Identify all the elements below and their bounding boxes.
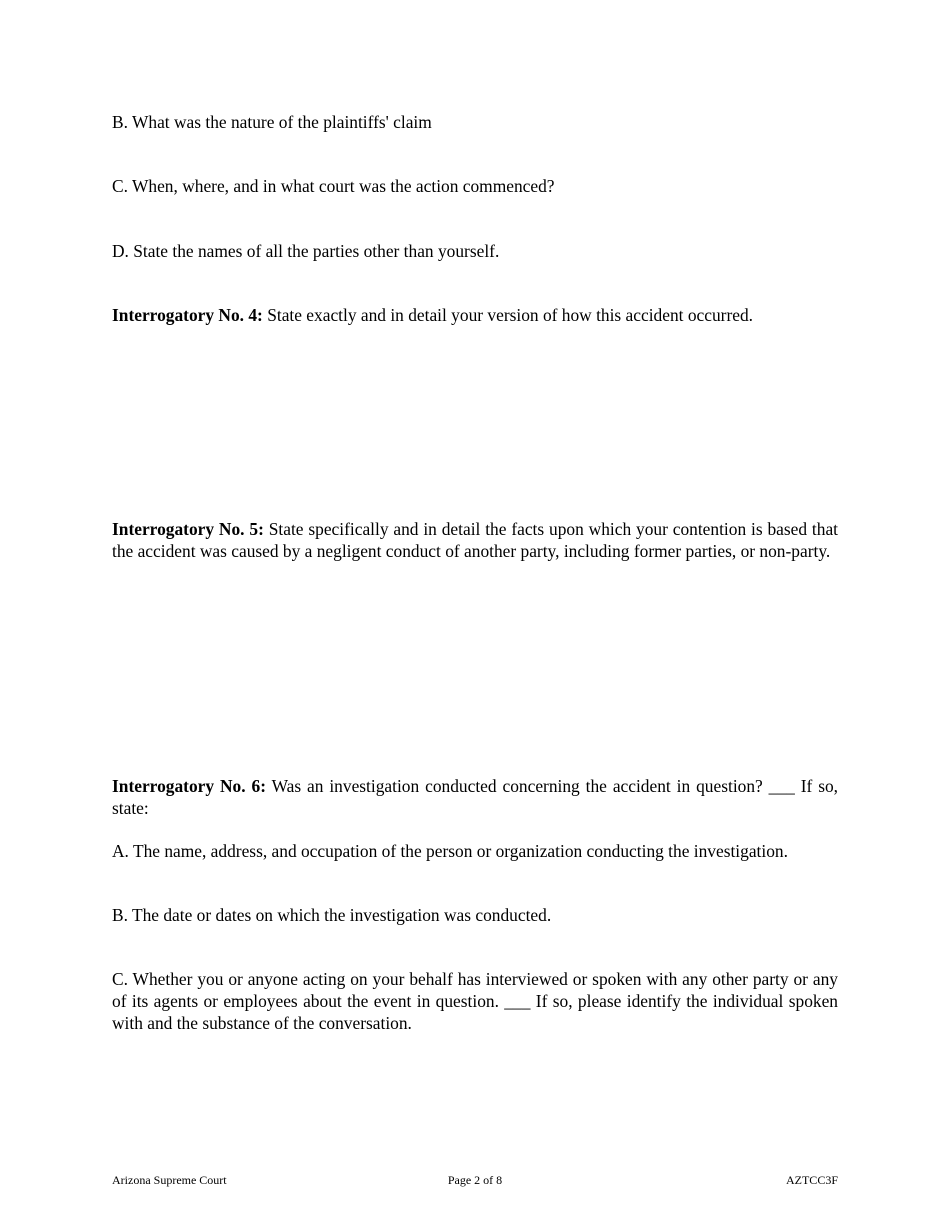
interrogatory-6-text: Was an investigation conducted concerning the accident in question? ___ If so, state:	[112, 776, 838, 818]
interrogatory-6-label: Interrogatory No. 6:	[112, 776, 266, 796]
interrogatory-5-label: Interrogatory No. 5:	[112, 519, 264, 539]
footer-court-name: Arizona Supreme Court	[112, 1173, 227, 1187]
interrogatory-6-item-b: B. The date or dates on which the investigation was conducted.	[112, 905, 552, 925]
interrogatory-5	[112, 518, 838, 562]
footer-page-number: Page 2 of 8	[447, 1173, 503, 1187]
interrogatory-5-text: State specifically and in detail the facts upon which your contention is based that the accident was caused by a negligent conduct of another party, including former parties, or non-party.	[112, 519, 838, 561]
interrogatory-4-label: Interrogatory No. 4:	[112, 305, 263, 325]
item-c-action-commenced: C. When, where, and in what court was the action commenced?	[112, 176, 555, 196]
interrogatory-6	[112, 775, 838, 819]
interrogatory-4	[112, 304, 838, 326]
footer-form-code: AZTCC3F	[785, 1173, 838, 1187]
item-d-names-of-parties: D. State the names of all the parties other than yourself.	[112, 241, 500, 261]
interrogatory-4-text: State exactly and in detail your version of how this accident occurred.	[262, 305, 753, 325]
interrogatory-6-item-c: C. Whether you or anyone acting on your behalf has interviewed or spoken with any other party or any of its agents or employees about the event in question. ___ If so, please identify the individual spoken with and the substance of the conversation.	[112, 969, 838, 1033]
item-b-nature-of-claim: B. What was the nature of the plaintiffs' claim	[112, 112, 432, 132]
interrogatory-6-item-a: A. The name, address, and occupation of the person or organization conducting the investigation.	[112, 841, 788, 861]
